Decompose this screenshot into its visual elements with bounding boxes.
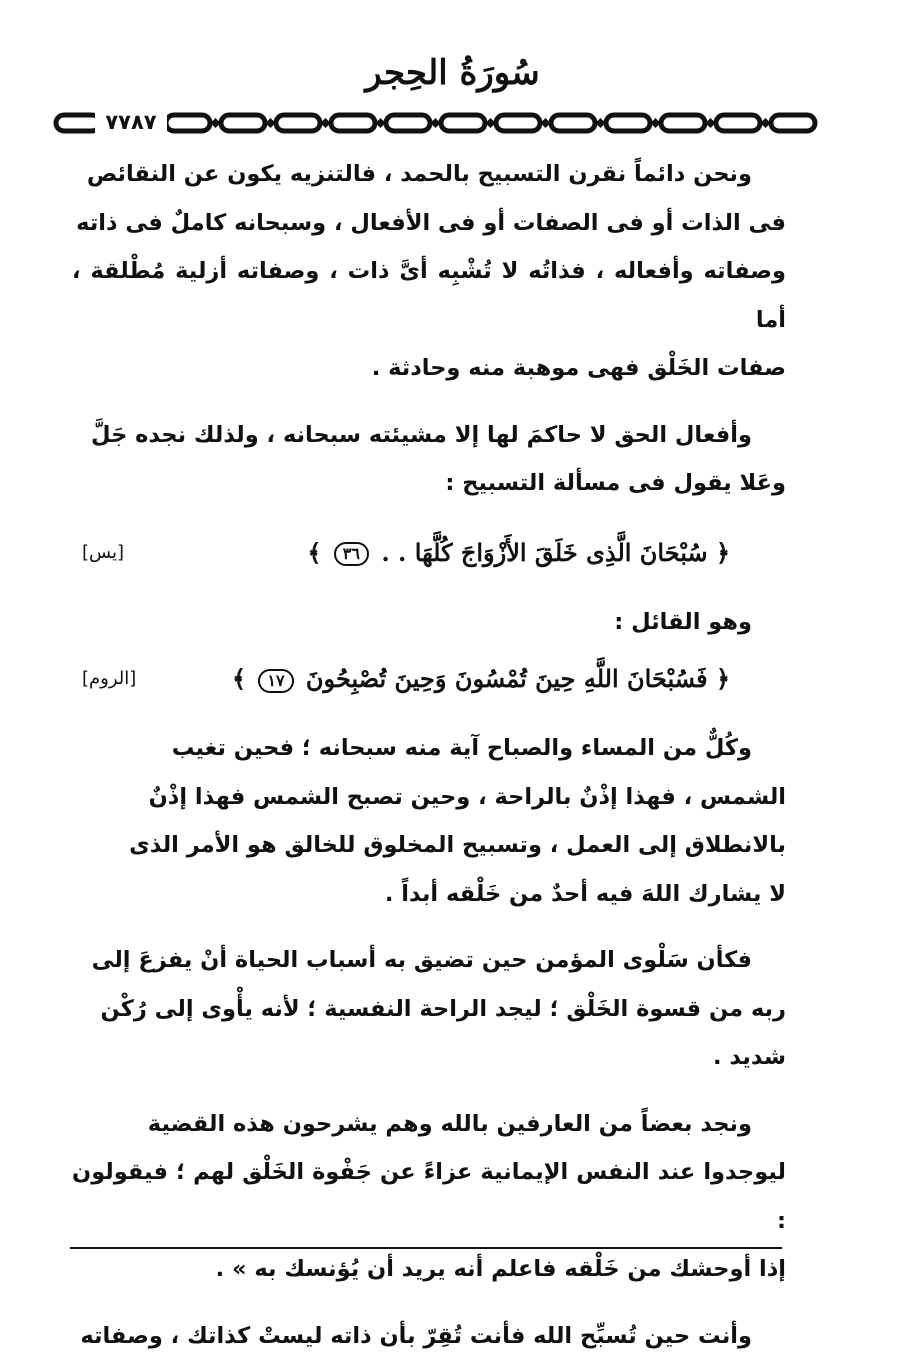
chain-link (551, 115, 595, 131)
chain-link (56, 115, 100, 131)
paragraph-6 (72, 1100, 786, 1294)
paragraph-1 (72, 150, 786, 393)
verse-close-bracket: ﴾ (307, 537, 322, 567)
chain-link (166, 115, 210, 131)
chain-diamond (376, 118, 386, 128)
text-line: وأنت حين تُسبِّح الله فأنت تُقِرّ بأن ذاته ليستْ كذاتك ، وصفاته (80, 1322, 752, 1349)
text-line: فى الذات أو فى الصفات أو فى الأفعال ، وسبحانه كاملٌ فى ذاته (76, 209, 786, 236)
paragraph-4 (72, 724, 786, 918)
text-line: إذا أوحشك من خَلْقه فاعلم أنه يريد أن يُؤنسك به » . (215, 1256, 786, 1282)
text-line: صفات الخَلْق فهى موهبة منه وحادثة . (371, 355, 786, 381)
text-line: لا يشارك اللهَ فيه أحدٌ من خَلْقه أبداً . (384, 880, 786, 907)
chain-diamond (761, 118, 771, 128)
chain-diamond (486, 118, 496, 128)
surah-reference: [الروم] (82, 668, 137, 689)
chain-diamond (211, 118, 221, 128)
text-line: بالانطلاق إلى العمل ، وتسبيح المخلوق للخالق هو الأمر الذى (129, 832, 786, 858)
text-line: ربه من قسوة الخَلْق ؛ ليجد الراحة النفسية ؛ لأنه يأْوى إلى رُكْن (100, 995, 786, 1022)
chain-diamond (431, 118, 441, 128)
text-line: شديد . (713, 1044, 786, 1070)
chain-link (606, 115, 650, 131)
paragraph-2 (72, 411, 786, 508)
chain-link (276, 115, 320, 131)
text-line: فكأن سَلْوى المؤمن حين تضيق به أسباب الحياة أنْ يفزعَ إلى (91, 947, 752, 973)
chain-link (441, 115, 485, 131)
chain-diamond (266, 118, 276, 128)
page-body (72, 150, 786, 1360)
footer-rule (70, 1247, 782, 1249)
text-line: ليوجدوا عند النفس الإيمانية عزاءً عن جَفْوة الخَلْق لهم ؛ فيقولون : (72, 1159, 786, 1234)
text-line: وصفاته وأفعاله ، فذاتُه لا تُشْبِه أىَّ ذات ، وصفاته أزلية مُطْلقة ، أما (72, 258, 786, 333)
quran-verse-1 (72, 520, 786, 586)
chain-link (661, 115, 705, 131)
page-number: ٧٧٨٧ (95, 107, 167, 137)
verse-number: ٣٦ (334, 542, 369, 566)
verse-words: سُبْحَانَ الَّذِى خَلَقَ الأَزْوَاجَ كُلَّهَا . . (381, 537, 708, 567)
quran-verse-2 (72, 646, 786, 712)
paragraph-3 (72, 598, 786, 647)
text-line: الشمس ، فهذا إذْنٌ بالراحة ، وحين تصبح الشمس فهذا إذْنٌ (148, 783, 786, 810)
paragraph-7 (72, 1312, 786, 1361)
text-line: وهو القائل : (614, 608, 752, 635)
chain-link (386, 115, 430, 131)
chain-diamond (651, 118, 661, 128)
verse-close-bracket: ﴾ (231, 664, 247, 693)
verse-number: ١٧ (258, 669, 293, 693)
verse-open-bracket: ﴿ (715, 537, 730, 567)
chain-diamond (541, 118, 551, 128)
chain-link (221, 115, 265, 131)
paragraph-5 (72, 936, 786, 1082)
text-line: ونجد بعضاً من العارفين بالله وهم يشرحون هذه القضية (147, 1110, 752, 1137)
chain-diamond (706, 118, 716, 128)
chain-link (771, 115, 815, 131)
verse-open-bracket: ﴿ (715, 664, 730, 693)
chain-link (331, 115, 375, 131)
surah-title: سُورَةُ الحِجر (365, 53, 540, 93)
text-line: وأفعال الحق لا حاكمَ لها إلا مشيئته سبحانه ، ولذلك نجده جَلَّ (90, 421, 752, 448)
verse-text (232, 646, 730, 712)
chain-diamond (596, 118, 606, 128)
verse-words: فَسُبْحَانَ اللَّهِ حِينَ تُمْسُونَ وَحِينَ تُصْبِحُونَ (305, 664, 708, 693)
chain-ornament-border (52, 108, 822, 138)
chain-link (496, 115, 540, 131)
text-line: وكُلٌّ من المساء والصباح آية منه سبحانه ؛ فحين تغيب (171, 735, 752, 761)
verse-text (307, 520, 730, 586)
text-line: وعَلا يقول فى مسألة التسبيح : (445, 470, 786, 496)
chain-link (716, 115, 760, 131)
text-line: ونحن دائماً نقرن التسبيح بالحمد ، فالتنزيه يكون عن النقائص (86, 161, 752, 187)
surah-reference: [يس] (82, 541, 125, 563)
chain-diamond (321, 118, 331, 128)
